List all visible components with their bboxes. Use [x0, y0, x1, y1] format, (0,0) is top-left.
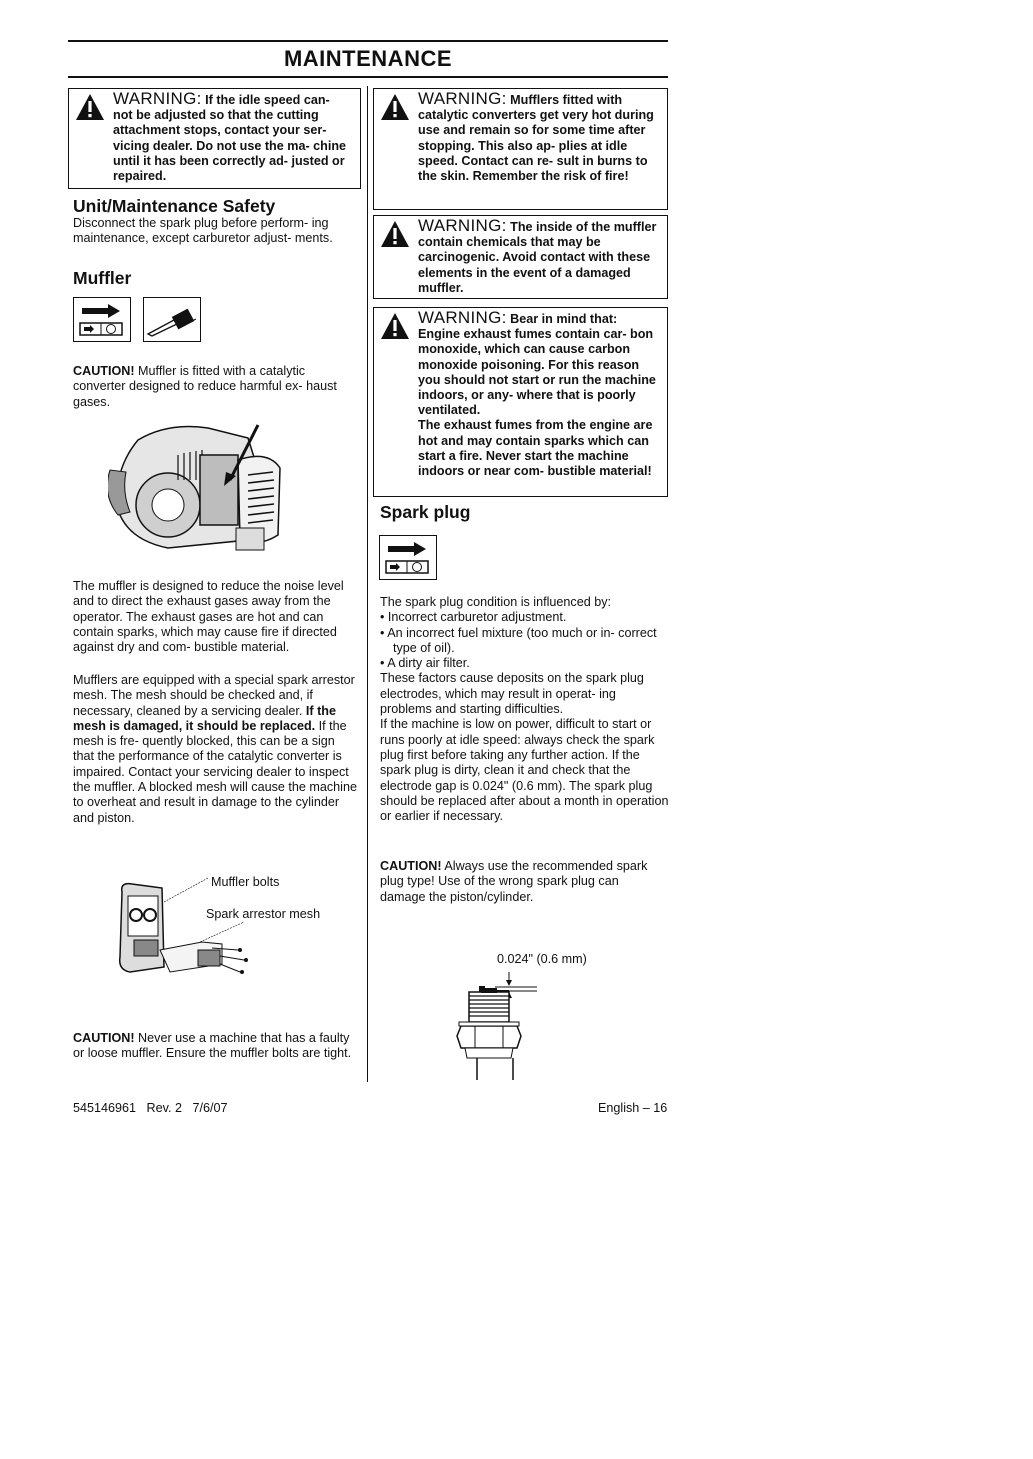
spark-paragraph-2: If the machine is low on power, difficult to start or runs poorly at idle speed: always check the spark plug first before taking any further action. If the spark plug is dirty, clean it and check that the electrode gap is 0.024" (0.6 mm). The spark plug should be replaced after about a month in operation or earlier if necessary. — [380, 717, 669, 824]
warning-text-2: The exhaust fumes from the engine are hot and may contain sparks which can start a fire. Never start the machine indoors or near com- bustible material! — [418, 418, 653, 479]
spark-plug-illustration — [455, 970, 555, 1082]
warning-icon — [75, 93, 105, 121]
document-number: 545146961 Rev. 2 7/6/07 — [73, 1101, 228, 1115]
warning-label: WARNING: — [418, 216, 507, 235]
muffler-para2-a: Mufflers are equipped with a special spark arrestor mesh. The mesh should be checked and, if necessary, cleaned by a servicing dealer. — [73, 673, 355, 718]
warning-box-carcinogenic — [373, 215, 668, 299]
spark-plug-text — [380, 595, 670, 824]
warning-text: Engine exhaust fumes contain car- bon monoxide, which can cause carbon monoxide poisoning. For this reason you should not start or run the machine indoors, or any- where that is poorly ventilated. — [418, 327, 656, 418]
stop-engine-icon — [74, 298, 129, 340]
caution-text: Never use a machine that has a faulty or loose muffler. Ensure the muffler bolts are tight. — [73, 1031, 352, 1061]
brush-icon — [144, 298, 199, 340]
warning-label: WARNING: — [113, 89, 202, 108]
muffler-paragraph-2 — [73, 673, 358, 826]
caution-catalytic — [73, 364, 358, 410]
spark-plug-heading: Spark plug — [380, 502, 471, 522]
bullet-fuel-mixture: • An incorrect fuel mixture (too much or in- correct type of oil). — [380, 625, 657, 655]
caution-spark-plug-type — [380, 859, 665, 905]
muffler-paragraph-1: The muffler is designed to reduce the noise level and to direct the exhaust gases away from the operator. The exhaust gases are hot and can contain sparks, which may cause fire if directed against dry and com- bustible material. — [73, 579, 344, 655]
muffler-para2-bold: If the mesh is damaged, it should be replaced. — [73, 703, 336, 733]
stop-engine-icon — [380, 536, 435, 578]
electrode-gap-label: 0.024" (0.6 mm) — [497, 952, 587, 966]
title-rule — [68, 76, 668, 78]
warning-label: WARNING: — [418, 308, 507, 327]
caution-label: CAUTION! — [73, 364, 135, 378]
warning-icon — [380, 220, 410, 248]
warning-lead: The inside of the — [510, 220, 611, 234]
caution-label: CAUTION! — [380, 859, 442, 873]
unit-maintenance-heading: Unit/Maintenance Safety — [73, 196, 276, 216]
warning-icon — [380, 93, 410, 121]
engine-muffler-illustration — [108, 420, 308, 560]
caution-text: Always use the recommended spark plug type! Use of the wrong spark plug can damage the piston/cylinder. — [380, 859, 648, 904]
page-number: English – 16 — [598, 1101, 668, 1115]
stop-engine-symbol — [73, 297, 131, 342]
brush-cleaning-symbol — [143, 297, 201, 342]
warning-icon — [380, 312, 410, 340]
warning-lead: Bear in mind that: — [510, 312, 618, 326]
top-rule — [68, 40, 668, 42]
warning-box-exhaust-fumes — [373, 307, 668, 497]
warning-text: muffler contain chemicals that may be carcinogenic. Avoid contact with these elements in the event of a damaged muffler. — [418, 220, 657, 295]
stop-engine-symbol — [379, 535, 437, 580]
caution-loose-muffler — [73, 1031, 358, 1062]
warning-text: catalytic converters get very hot during use and remain so for some time after stopping. This also ap- plies at idle speed. Contact can re- sult in burns to the skin. Remember the risk of fire! — [418, 108, 654, 184]
warning-lead: Mufflers fitted with — [510, 93, 623, 107]
muffler-heading: Muffler — [73, 268, 132, 288]
caution-text: Muffler is fitted with a catalytic converter designed to reduce harmful ex- haust gases. — [73, 364, 337, 409]
caution-label: CAUTION! — [73, 1031, 135, 1045]
warning-box-hot-muffler — [373, 88, 668, 210]
muffler-para2-c: If the mesh is fre- quently blocked, this can be a sign that the performance of the catalytic converter is impaired. Contact your servicing dealer to inspect the muffler. A blocked mesh will cause the machine to overheat and result in damage to the cylinder and piston. — [73, 718, 357, 825]
spark-intro: The spark plug condition is influenced by: — [380, 595, 612, 609]
bullet-air-filter: • A dirty air filter. — [380, 656, 470, 671]
label-spark-arrestor-mesh: Spark arrestor mesh — [206, 907, 321, 921]
bullet-carburetor: • Incorrect carburetor adjustment. — [380, 610, 567, 625]
column-divider — [367, 86, 368, 1082]
page-title: MAINTENANCE — [283, 46, 453, 71]
warning-label: WARNING: — [418, 89, 507, 108]
unit-maintenance-text: Disconnect the spark plug before perform- ing maintenance, except carburetor adjust- ments. — [73, 216, 333, 246]
label-muffler-bolts: Muffler bolts — [211, 875, 280, 889]
warning-box-idle-speed — [68, 88, 361, 189]
spark-paragraph-1: These factors cause deposits on the spark plug electrodes, which may result in operat- ing problems and starting difficulties. — [380, 671, 644, 717]
warning-lead: If the idle speed can- — [205, 93, 330, 107]
warning-text: not be adjusted so that the cutting attachment stops, contact your ser- vicing dealer. Do not use the ma- chine until it has been correctly ad- justed or repaired. — [113, 108, 347, 184]
